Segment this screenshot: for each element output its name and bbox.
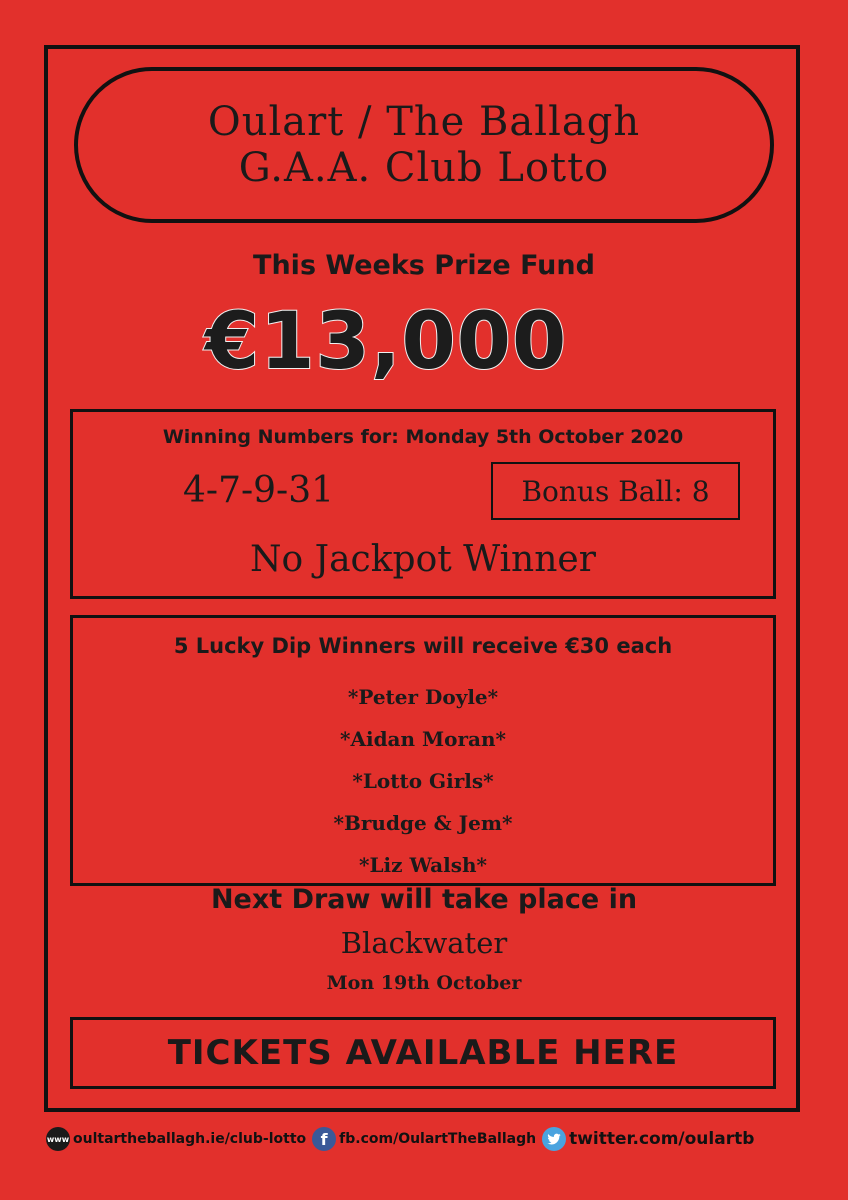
facebook-link[interactable] [312, 1127, 536, 1151]
next-draw-heading: Next Draw will take place in [210, 884, 638, 915]
facebook-text: fb.com/OulartTheBallagh [339, 1131, 537, 1147]
lucky-dip-box [70, 615, 776, 886]
list-item: *Liz Walsh* [359, 853, 487, 877]
globe-icon: www [46, 1127, 70, 1151]
list-item: *Lotto Girls* [352, 769, 494, 793]
title-line-1: Oulart / The Ballagh [207, 99, 641, 145]
list-item: *Brudge & Jem* [333, 811, 513, 835]
facebook-icon: f [312, 1127, 336, 1151]
bonus-ball: Bonus Ball: 8 [491, 462, 740, 520]
twitter-icon [542, 1127, 566, 1151]
winning-numbers-box [70, 409, 776, 599]
tickets-banner: TICKETS AVAILABLE HERE [70, 1017, 776, 1089]
winning-numbers-date: Winning Numbers for: Monday 5th October 2020 [162, 426, 684, 448]
prize-fund-amount: €13,000 [205, 297, 568, 387]
winning-numbers: 4-7-9-31 [183, 470, 335, 511]
lucky-dip-title: 5 Lucky Dip Winners will receive €30 each [173, 634, 673, 658]
list-item: *Peter Doyle* [347, 685, 499, 709]
next-draw-location: Blackwater [340, 926, 508, 960]
website-link[interactable] [46, 1127, 306, 1151]
next-draw-date: Mon 19th October [326, 972, 522, 994]
prize-fund-label: This Weeks Prize Fund [253, 250, 595, 281]
twitter-text: twitter.com/oulartb [569, 1129, 755, 1149]
title-banner [74, 67, 774, 223]
website-text: oultartheballagh.ie/club-lotto [73, 1131, 307, 1147]
footer [46, 1124, 806, 1154]
list-item: *Aidan Moran* [340, 727, 506, 751]
jackpot-status: No Jackpot Winner [250, 539, 596, 580]
twitter-link[interactable] [542, 1127, 754, 1151]
title-line-2: G.A.A. Club Lotto [238, 145, 610, 191]
lucky-dip-winners [73, 676, 773, 886]
